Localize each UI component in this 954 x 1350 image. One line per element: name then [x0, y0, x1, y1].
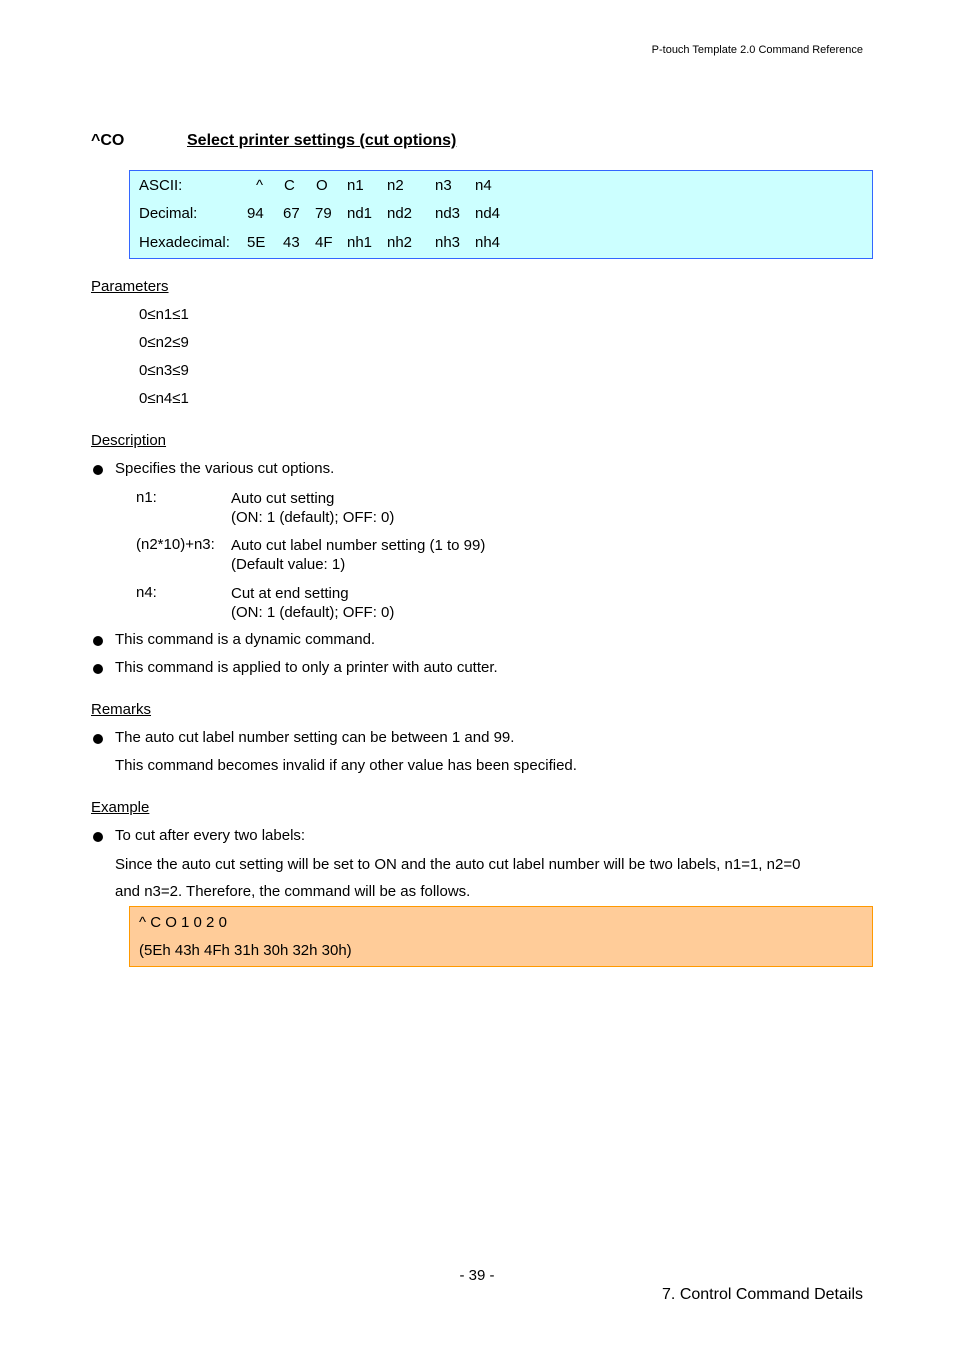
bullet-icon: [93, 636, 103, 646]
cell: C: [284, 177, 295, 194]
cell: 4F: [315, 234, 333, 251]
cell: 67: [283, 205, 300, 222]
cell: 5E: [247, 234, 266, 251]
definition-body: [231, 584, 394, 622]
bullet-icon: [93, 465, 103, 475]
definition-term: n4:: [136, 584, 157, 601]
cell: n2: [387, 177, 404, 194]
cell: nh4: [475, 234, 501, 251]
bullet-text: Specifies the various cut options.: [115, 460, 335, 477]
definition-line: Cut at end setting: [231, 585, 349, 602]
row-label: ASCII:: [139, 177, 183, 194]
cell: nh2: [387, 234, 413, 251]
cell: n3: [435, 177, 452, 194]
example-heading: Example: [91, 799, 150, 816]
cell: O: [316, 177, 328, 194]
definition-line: (ON: 1 (default); OFF: 0): [231, 509, 395, 526]
cell: nd3: [435, 205, 461, 222]
parameter-item: 0≤n2≤9: [139, 334, 189, 351]
bullet-icon: [93, 734, 103, 744]
parameter-item: 0≤n4≤1: [139, 390, 189, 407]
description-heading: Description: [91, 432, 167, 449]
page-number: - 39 -: [459, 1267, 495, 1284]
remarks-heading: Remarks: [91, 701, 152, 718]
example-text-line: Since the auto cut setting will be set to ON and the auto cut label number will be two labels, n1=1, n2=0: [115, 856, 801, 873]
chapter-title: 7. Control Command Details: [662, 1286, 863, 1303]
example-code-hex: (5Eh 43h 4Fh 31h 30h 32h 30h): [139, 942, 352, 959]
definition-line: Auto cut label number setting (1 to 99): [231, 537, 486, 554]
bullet-icon: [93, 832, 103, 842]
cell: 94: [247, 205, 264, 222]
cell: 43: [283, 234, 300, 251]
bullet-text: This command is applied to only a printer with auto cutter.: [115, 659, 498, 676]
definition-body: [231, 536, 485, 574]
cell: nd4: [475, 205, 501, 222]
example-code-line: ^ C O 1 0 2 0: [139, 914, 227, 931]
bullet-icon: [93, 664, 103, 674]
cell: nh3: [435, 234, 461, 251]
cell: nd1: [347, 205, 373, 222]
row-label: Decimal:: [139, 205, 198, 222]
definition-line: (Default value: 1): [231, 556, 346, 573]
definition-term: (n2*10)+n3:: [136, 536, 215, 553]
header-doc-reference: P-touch Template 2.0 Command Reference: [651, 44, 863, 56]
example-text-line: and n3=2. Therefore, the command will be as follows.: [115, 883, 471, 900]
command-syntax-box: [129, 170, 873, 259]
cell: 79: [315, 205, 332, 222]
bullet-text: This command is a dynamic command.: [115, 631, 376, 648]
definition-line: Auto cut setting: [231, 490, 335, 507]
cell: n4: [475, 177, 492, 194]
definition-body: [231, 489, 394, 527]
bullet-text: The auto cut label number setting can be between 1 and 99.: [115, 729, 515, 746]
bullet-text: To cut after every two labels:: [115, 827, 306, 844]
command-code: ^CO: [91, 132, 125, 149]
command-title: [91, 132, 456, 150]
row-label: Hexadecimal:: [139, 234, 230, 251]
parameter-item: 0≤n3≤9: [139, 362, 189, 379]
cell: nd2: [387, 205, 413, 222]
cell: ^: [256, 177, 264, 194]
remarks-continuation: This command becomes invalid if any other value has been specified.: [115, 757, 577, 774]
cell: nh1: [347, 234, 373, 251]
command-title-text: Select printer settings (cut options): [187, 132, 457, 149]
definition-line: (ON: 1 (default); OFF: 0): [231, 604, 395, 621]
parameters-heading: Parameters: [91, 278, 169, 295]
definition-term: n1:: [136, 489, 157, 506]
example-code-box: [129, 906, 873, 967]
parameter-item: 0≤n1≤1: [139, 306, 189, 323]
cell: n1: [347, 177, 364, 194]
